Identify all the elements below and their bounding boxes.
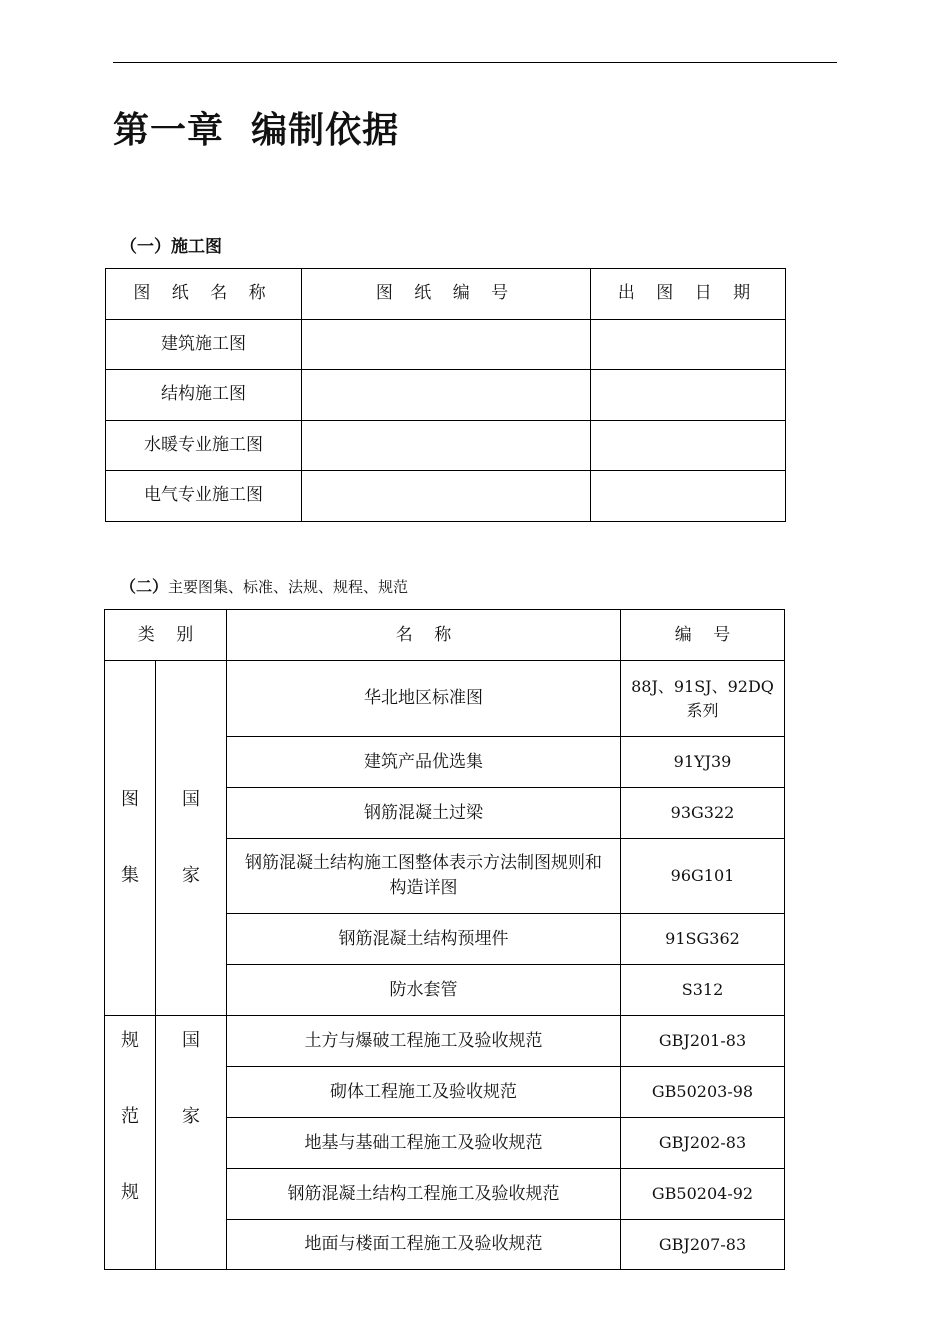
header-code: 编 号 bbox=[621, 610, 785, 661]
standard-code: S312 bbox=[621, 965, 785, 1016]
issue-date bbox=[591, 319, 786, 370]
category-char: 规 bbox=[121, 1182, 139, 1204]
standard-name: 建筑产品优选集 bbox=[227, 737, 621, 788]
table-row bbox=[106, 319, 786, 370]
category-char: 规 bbox=[121, 1030, 139, 1051]
drawing-name: 建筑施工图 bbox=[106, 319, 302, 370]
category-char: 集 bbox=[121, 865, 139, 886]
table-row bbox=[106, 420, 786, 471]
drawing-number bbox=[302, 471, 591, 522]
standard-name: 钢筋混凝土过梁 bbox=[227, 788, 621, 839]
category-specification bbox=[105, 1016, 156, 1270]
drawing-name: 电气专业施工图 bbox=[106, 471, 302, 522]
standard-code: 88J、91SJ、92DQ系列 bbox=[621, 661, 785, 737]
drawings-table bbox=[105, 268, 786, 522]
table-header-row bbox=[105, 610, 785, 661]
standard-code: 96G101 bbox=[621, 839, 785, 914]
drawing-number bbox=[302, 370, 591, 421]
standard-name: 地面与楼面工程施工及验收规范 bbox=[227, 1220, 621, 1270]
table-row bbox=[105, 661, 785, 737]
section2-heading-prefix: （二） bbox=[120, 577, 169, 596]
section2-heading-text: 主要图集、标准、法规、规程、规范 bbox=[168, 578, 409, 596]
standard-code: GB50204-92 bbox=[621, 1169, 785, 1220]
standard-code: GBJ207-83 bbox=[621, 1220, 785, 1270]
standard-name: 钢筋混凝土结构预埋件 bbox=[227, 914, 621, 965]
issue-date bbox=[591, 471, 786, 522]
section1-heading: （一）施工图 bbox=[120, 237, 222, 257]
header-name: 名 称 bbox=[227, 610, 621, 661]
header-drawing-name: 图 纸 名 称 bbox=[106, 269, 302, 320]
header-category: 类 别 bbox=[105, 610, 227, 661]
header-drawing-number: 图 纸 编 号 bbox=[302, 269, 591, 320]
table-row bbox=[106, 471, 786, 522]
standard-name: 钢筋混凝土结构工程施工及验收规范 bbox=[227, 1169, 621, 1220]
scope-char: 国 bbox=[182, 788, 200, 810]
drawing-name: 水暖专业施工图 bbox=[106, 420, 302, 471]
standard-name: 地基与基础工程施工及验收规范 bbox=[227, 1118, 621, 1169]
issue-date bbox=[591, 420, 786, 471]
drawing-number bbox=[302, 420, 591, 471]
standard-code: GBJ202-83 bbox=[621, 1118, 785, 1169]
category-char: 图 bbox=[121, 788, 139, 810]
section2-heading bbox=[120, 574, 408, 597]
standard-code: GBJ201-83 bbox=[621, 1016, 785, 1067]
standard-name: 砌体工程施工及验收规范 bbox=[227, 1067, 621, 1118]
drawing-number bbox=[302, 319, 591, 370]
issue-date bbox=[591, 370, 786, 421]
scope-char: 家 bbox=[182, 1106, 200, 1128]
category-atlas bbox=[105, 661, 156, 1016]
scope-char: 家 bbox=[182, 865, 200, 886]
standard-code: 91SG362 bbox=[621, 914, 785, 965]
table-row bbox=[106, 370, 786, 421]
scope-national bbox=[156, 661, 227, 1016]
standard-code: 91YJ39 bbox=[621, 737, 785, 788]
chapter-title: 第一章 编制依据 bbox=[113, 110, 400, 151]
standards-table bbox=[104, 609, 785, 1270]
standard-name: 钢筋混凝土结构施工图整体表示方法制图规则和构造详图 bbox=[227, 839, 621, 914]
scope-char: 国 bbox=[182, 1030, 200, 1051]
header-issue-date: 出 图 日 期 bbox=[591, 269, 786, 320]
table-row bbox=[105, 1016, 785, 1067]
header-rule bbox=[113, 62, 837, 63]
category-char: 范 bbox=[121, 1106, 139, 1128]
standard-name: 防水套管 bbox=[227, 965, 621, 1016]
standard-name: 土方与爆破工程施工及验收规范 bbox=[227, 1016, 621, 1067]
table-header-row bbox=[106, 269, 786, 320]
standard-code: 93G322 bbox=[621, 788, 785, 839]
standard-code: GB50203-98 bbox=[621, 1067, 785, 1118]
scope-national bbox=[156, 1016, 227, 1270]
drawing-name: 结构施工图 bbox=[106, 370, 302, 421]
standard-name: 华北地区标准图 bbox=[227, 661, 621, 737]
